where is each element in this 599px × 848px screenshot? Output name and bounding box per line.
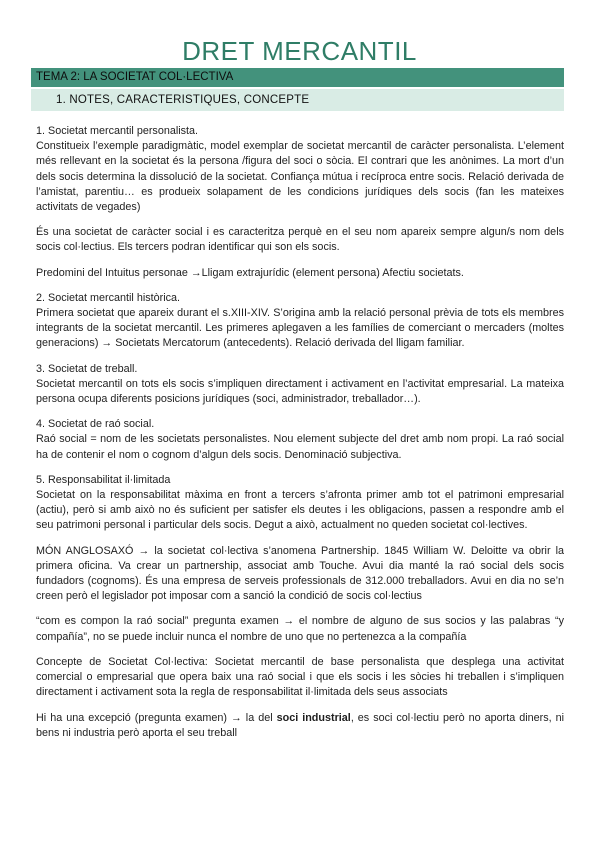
paragraph-text: MÓN ANGLOSAXÓ → la societat col·lectiva s’anomena Partnership. 1845 William W. Deloitte va obrir la primera oficina. Va crear un partnership, associat amb Touche. Avui dia manté la raó social dels socis fundadors (cognoms). És una empresa de serveis professionals de 312.000 treballadors. Avui en dia no se’n creen però el legislador pot imposar com a sanció la condició de socis col·lectius: [36, 544, 564, 603]
paragraph-9: [36, 614, 564, 644]
section-heading-bar: 1. NOTES, CARACTERISTIQUES, CONCEPTE: [31, 89, 564, 111]
paragraph-10: [36, 655, 564, 701]
paragraph-text: És una societat de caràcter social i es caracteritza perquè en el seu nom apareix sempre algun/s nom dels socis col·lectius. Els tercers podran identificar qui son els socis.: [36, 226, 564, 254]
paragraph-8: [36, 544, 564, 605]
paragraph-text: , es soci col·lectiu però no aporta diners, ni bens ni industria però aporta el seu treball: [36, 711, 565, 739]
paragraph-6: [36, 417, 564, 463]
paragraph-5: [36, 362, 564, 408]
paragraph-text: Primera societat que apareix durant el s.XIII-XIV. S’origina amb la relació personal prèvia de tots els membres integrants de la societat mercantil. Les primeres aplegaven a les famílies de comerciant o mercaders (moltes generacions) → Societats Mercatorum (antecedents). Relació derivada del lligam familiar.: [36, 307, 564, 350]
paragraph-3: [36, 266, 564, 281]
paragraph-text: Concepte de Societat Col·lectiva: Societat mercantil de base personalista que desplega una activitat comercial o empresarial que opera baix una raó social i que els socis i les sòcies hi treballen i s’impliquen directament i activament sota la regla de responsabilitat il·limitada dels seus associats: [36, 655, 564, 699]
paragraph-text: Constitueix l’exemple paradigmàtic, model exemplar de societat mercantil de caràcter personalista. L’element més rellevant en la societat és la persona /figura del soci o sòcia. El contrari que les anònimes. La mort d’un dels socis determina la dissolució de la societat. Confiança mútua i recíproca entre socis. Relació derivada de l’amistat, parentiu… es produeix solapament de les condicions jurídiques dels socis (fan les mateixes activitats de vegades): [36, 140, 564, 214]
paragraph-text: Societat on la responsabilitat màxima en front a tercers s’afronta primer amb tot el patrimoni empresarial (actiu), però si amb això no és suficient per satisfer els deutes i les obligacions, passen a respondre amb el seu patrimoni personal i particular dels socis. Degut a això, actualment no queden societat col·lectives.: [36, 489, 564, 532]
paragraph-7: [36, 473, 564, 534]
paragraph-4: [36, 291, 564, 352]
paragraph-text: “com es compon la raó social” pregunta examen → el nombre de alguno de sus socios y las palabras “y compañía”, no se puede incluir nunca el nombre de uno que no pertenezca a la compañía: [36, 615, 564, 643]
paragraph-heading: 3. Societat de treball.: [36, 362, 138, 375]
paragraph-heading: 2. Societat mercantil històrica.: [36, 291, 181, 304]
paragraph-text: Raó social = nom de les societats personalistes. Nou element subjecte del dret amb nom propi. La raó social ha de contenir el nom o cognom d’algun dels socis. Denominació subjectiva.: [36, 433, 564, 461]
paragraph-text: Hi ha una excepció (pregunta examen) → la del: [36, 711, 277, 724]
paragraph-text: Societat mercantil on tots els socis s’impliquen directament i activament en l’activitat empresarial. La mateixa persona ocupa diferents posicions jurídiques (soci, administrador, treballador…).: [36, 377, 564, 406]
paragraph-11: [36, 711, 564, 741]
paragraph-2: [36, 225, 564, 255]
paragraph-heading: 4. Societat de raó social.: [36, 418, 155, 431]
paragraph-text: Predomini del Intuitus personae →Lligam extrajurídic (element persona) Afectiu societats.: [36, 266, 464, 279]
paragraph-heading: 1. Societat mercantil personalista.: [36, 125, 199, 137]
document-title: DRET MERCANTIL: [182, 36, 417, 66]
bold-term: soci industrial: [276, 711, 351, 724]
paragraph-heading: 5. Responsabilitat il·limitada: [36, 473, 171, 486]
document-body: [36, 124, 564, 751]
paragraph-1: [36, 124, 564, 215]
topic-heading-bar: TEMA 2: LA SOCIETAT COL·LECTIVA: [31, 68, 564, 87]
